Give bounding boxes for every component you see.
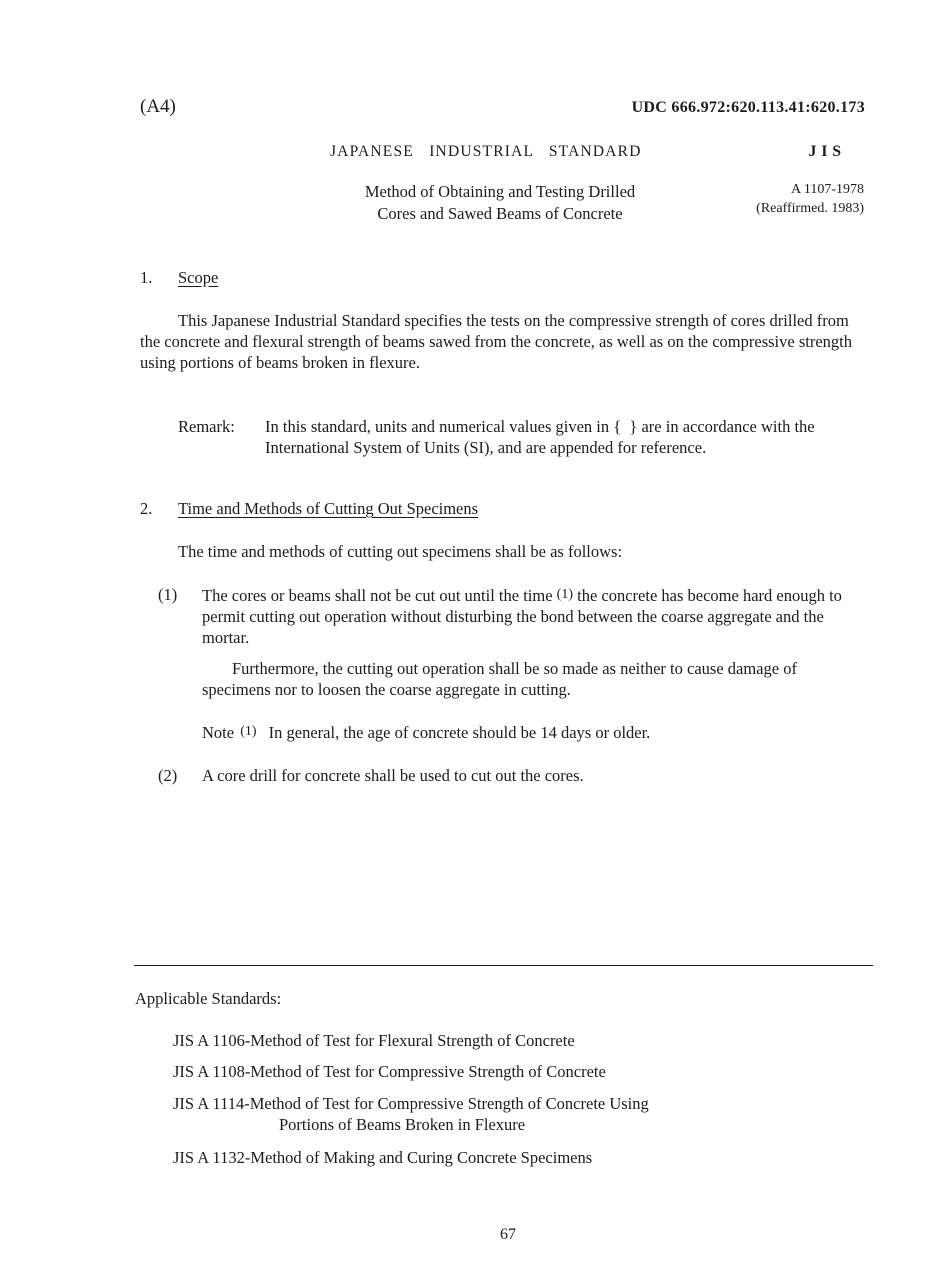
remark-body: In this standard, units and numerical values given in { } are in accordance with the International System of Units (SI), and are appended for reference. (265, 417, 819, 457)
note-label: Note (202, 723, 235, 742)
section-2-heading: Time and Methods of Cutting Out Specimens (178, 499, 479, 518)
standard-title-line-2: Cores and Sawed Beams of Concrete (377, 204, 623, 223)
item-1-furthermore: Furthermore, the cutting out operation shall be so made as neither to cause damage of specimens nor to loosen the coarse aggregate in cutting. (202, 659, 797, 699)
item-2-number: (2) (158, 766, 178, 785)
standard-number (704, 180, 864, 218)
note-reference: (1) (240, 724, 257, 739)
section-1-heading: Scope (178, 268, 219, 287)
applicable-standard-item: JIS A 1132-Method of Making and Curing Concrete Specimens (173, 1148, 593, 1167)
applicable-standard-item: JIS A 1114-Method of Test for Compressive Strength of Concrete Using (173, 1094, 649, 1113)
section-1-body: This Japanese Industrial Standard specifies the tests on the compressive strength of cores drilled from the concrete and flexural strength of beams sawed from the concrete, as well as on the compressive strength using portions of beams broken in flexure. (140, 311, 852, 372)
standard-number-line-2: (Reaffirmed. 1983) (756, 201, 864, 216)
page-code: (A4) (140, 96, 176, 117)
note-1 (202, 721, 650, 743)
standard-abbreviation: JIS (808, 143, 846, 160)
page-number: 67 (500, 1226, 516, 1243)
standard-body-title: JAPANESE INDUSTRIAL STANDARD (330, 143, 642, 160)
item-1-text-b: the concrete has become hard enough to permit cutting out operation without disturbing the bond between the coarse aggregate and the mortar. (202, 586, 842, 647)
item-1-note-reference: (1) (556, 587, 573, 602)
standard-title-line-1: Method of Obtaining and Testing Drilled (364, 182, 636, 201)
applicable-standards-label: Applicable Standards: (135, 989, 282, 1008)
section-2-number: 2. (140, 499, 153, 518)
applicable-standard-item-continuation: Portions of Beams Broken in Flexure (279, 1115, 526, 1134)
note-body: In general, the age of concrete should be 14 days or older. (268, 723, 651, 742)
applicable-standard-item: JIS A 1108-Method of Test for Compressive Strength of Concrete (173, 1062, 606, 1081)
item-2-body: A core drill for concrete shall be used to cut out the cores. (202, 766, 584, 785)
standard-number-line-1: A 1107-1978 (791, 182, 864, 197)
item-1-body (202, 584, 862, 648)
footnote-divider (134, 965, 873, 966)
item-1-text-a: The cores or beams shall not be cut out until the time (202, 586, 553, 605)
standard-title (320, 181, 680, 225)
applicable-standard-item: JIS A 1106-Method of Test for Flexural Strength of Concrete (173, 1031, 575, 1050)
item-1-number: (1) (158, 585, 178, 604)
section-2-intro: The time and methods of cutting out specimens shall be as follows: (178, 542, 623, 561)
section-1-number: 1. (140, 268, 153, 287)
udc-classification: UDC 666.972:620.113.41:620.173 (631, 99, 865, 116)
remark-label: Remark: (178, 417, 235, 436)
